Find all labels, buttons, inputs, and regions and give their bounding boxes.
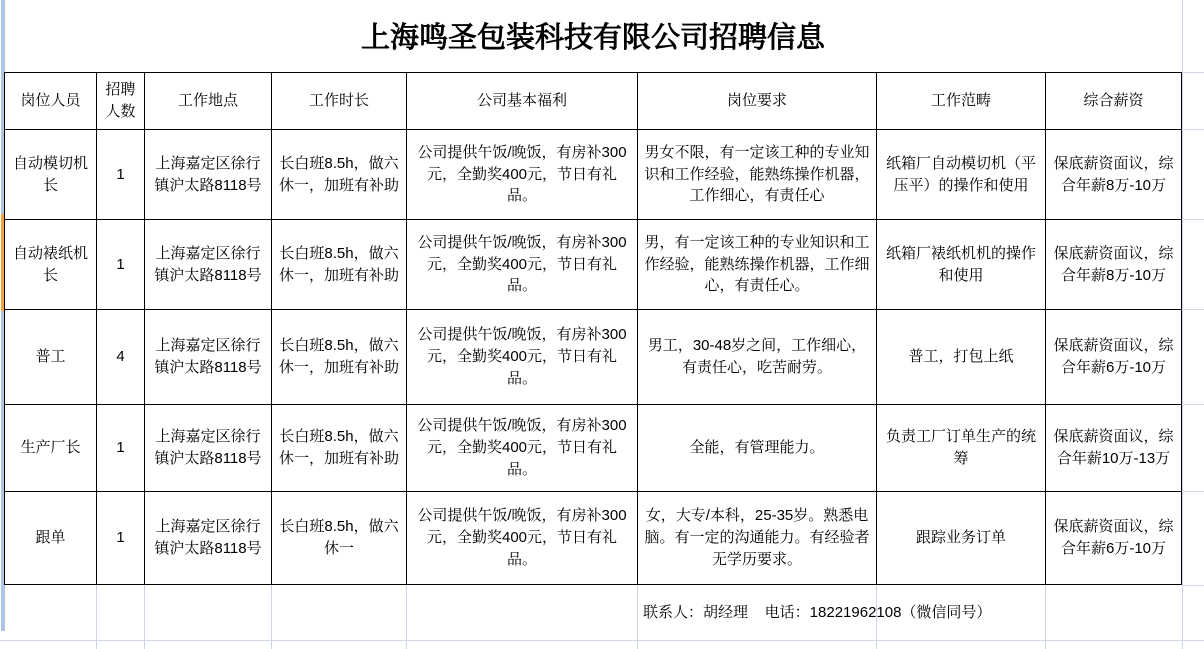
cell-hours[interactable]: 长白班8.5h，做六休一，加班有补助	[272, 405, 407, 492]
table-row	[5, 220, 1182, 310]
cell-hours[interactable]: 长白班8.5h，做六休一，加班有补助	[272, 220, 407, 310]
cell-salary[interactable]: 保底薪资面议，综合年薪6万-10万	[1046, 310, 1182, 405]
cell-benefits[interactable]: 公司提供午饭/晚饭，有房补300元，全勤奖400元，节日有礼品。	[407, 130, 638, 220]
recruitment-table	[4, 72, 1182, 585]
cell-hours[interactable]: 长白班8.5h，做六休一	[272, 492, 407, 585]
cell-salary[interactable]: 保底薪资面议，综合年薪6万-10万	[1046, 492, 1182, 585]
cell-position[interactable]: 普工	[5, 310, 97, 405]
cell-requirements[interactable]: 全能，有管理能力。	[638, 405, 877, 492]
cell-requirements[interactable]: 男女不限，有一定该工种的专业知识和工作经验，能熟练操作机器，工作细心，有责任心	[638, 130, 877, 220]
header-hours[interactable]: 工作时长	[272, 73, 407, 130]
sheet-title: 上海鸣圣包装科技有限公司招聘信息	[360, 22, 825, 54]
table-row	[5, 130, 1182, 220]
header-benefits[interactable]: 公司基本福利	[407, 73, 638, 130]
gridline	[1182, 129, 1204, 130]
gridline	[1182, 404, 1204, 405]
gridline	[0, 640, 1204, 641]
cell-position[interactable]: 生产厂长	[5, 405, 97, 492]
cell-benefits[interactable]: 公司提供午饭/晚饭，有房补300元，全勤奖400元，节日有礼品。	[407, 405, 638, 492]
cell-location[interactable]: 上海嘉定区徐行镇沪太路8118号	[145, 492, 272, 585]
cell-scope[interactable]: 纸箱厂裱纸机机的操作和使用	[877, 220, 1046, 310]
table-row	[5, 310, 1182, 405]
contact-info[interactable]: 联系人：胡经理 电话：18221962108（微信同号）	[643, 604, 992, 621]
cell-hours[interactable]: 长白班8.5h，做六休一，加班有补助	[272, 130, 407, 220]
table-row	[5, 405, 1182, 492]
cell-location[interactable]: 上海嘉定区徐行镇沪太路8118号	[145, 130, 272, 220]
gridline	[1182, 219, 1204, 220]
cell-salary[interactable]: 保底薪资面议，综合年薪8万-10万	[1046, 130, 1182, 220]
cell-location[interactable]: 上海嘉定区徐行镇沪太路8118号	[145, 220, 272, 310]
cell-scope[interactable]: 纸箱厂自动模切机（平压平）的操作和使用	[877, 130, 1046, 220]
cell-scope[interactable]: 跟踪业务订单	[877, 492, 1046, 585]
header-position[interactable]: 岗位人员	[5, 73, 97, 130]
cell-location[interactable]: 上海嘉定区徐行镇沪太路8118号	[145, 405, 272, 492]
cell-count[interactable]: 1	[97, 220, 145, 310]
gridline	[1182, 585, 1204, 586]
cell-hours[interactable]: 长白班8.5h，做六休一，加班有补助	[272, 310, 407, 405]
cell-benefits[interactable]: 公司提供午饭/晚饭，有房补300元，全勤奖400元，节日有礼品。	[407, 220, 638, 310]
cell-benefits[interactable]: 公司提供午饭/晚饭，有房补300元，全勤奖400元，节日有礼品。	[407, 492, 638, 585]
cell-scope[interactable]: 普工，打包上纸	[877, 310, 1046, 405]
cell-position[interactable]: 自动裱纸机长	[5, 220, 97, 310]
cell-salary[interactable]: 保底薪资面议，综合年薪10万-13万	[1046, 405, 1182, 492]
cell-requirements[interactable]: 男工，30-48岁之间，工作细心，有责任心，吃苦耐劳。	[638, 310, 877, 405]
header-location[interactable]: 工作地点	[145, 73, 272, 130]
header-scope[interactable]: 工作范畴	[877, 73, 1046, 130]
gridline	[1182, 72, 1204, 73]
cell-scope[interactable]: 负责工厂订单生产的统筹	[877, 405, 1046, 492]
header-requirements[interactable]: 岗位要求	[638, 73, 877, 130]
cell-count[interactable]: 4	[97, 310, 145, 405]
gridline	[1182, 491, 1204, 492]
cell-location[interactable]: 上海嘉定区徐行镇沪太路8118号	[145, 310, 272, 405]
cell-position[interactable]: 自动模切机长	[5, 130, 97, 220]
cell-count[interactable]: 1	[97, 405, 145, 492]
cell-count[interactable]: 1	[97, 492, 145, 585]
cell-benefits[interactable]: 公司提供午饭/晚饭，有房补300元，全勤奖400元，节日有礼品。	[407, 310, 638, 405]
header-count[interactable]: 招聘人数	[97, 73, 145, 130]
header-salary[interactable]: 综合薪资	[1046, 73, 1182, 130]
table-row	[5, 492, 1182, 585]
cell-requirements[interactable]: 男，有一定该工种的专业知识和工作经验，能熟练操作机器，工作细心，有责任心。	[638, 220, 877, 310]
cell-count[interactable]: 1	[97, 130, 145, 220]
header-row	[5, 73, 1182, 130]
cell-position[interactable]: 跟单	[5, 492, 97, 585]
cell-requirements[interactable]: 女，大专/本科，25-35岁。熟悉电脑。有一定的沟通能力。有经验者无学历要求。	[638, 492, 877, 585]
cell-salary[interactable]: 保底薪资面议，综合年薪8万-10万	[1046, 220, 1182, 310]
gridline	[1182, 309, 1204, 310]
gridline	[1182, 0, 1183, 649]
